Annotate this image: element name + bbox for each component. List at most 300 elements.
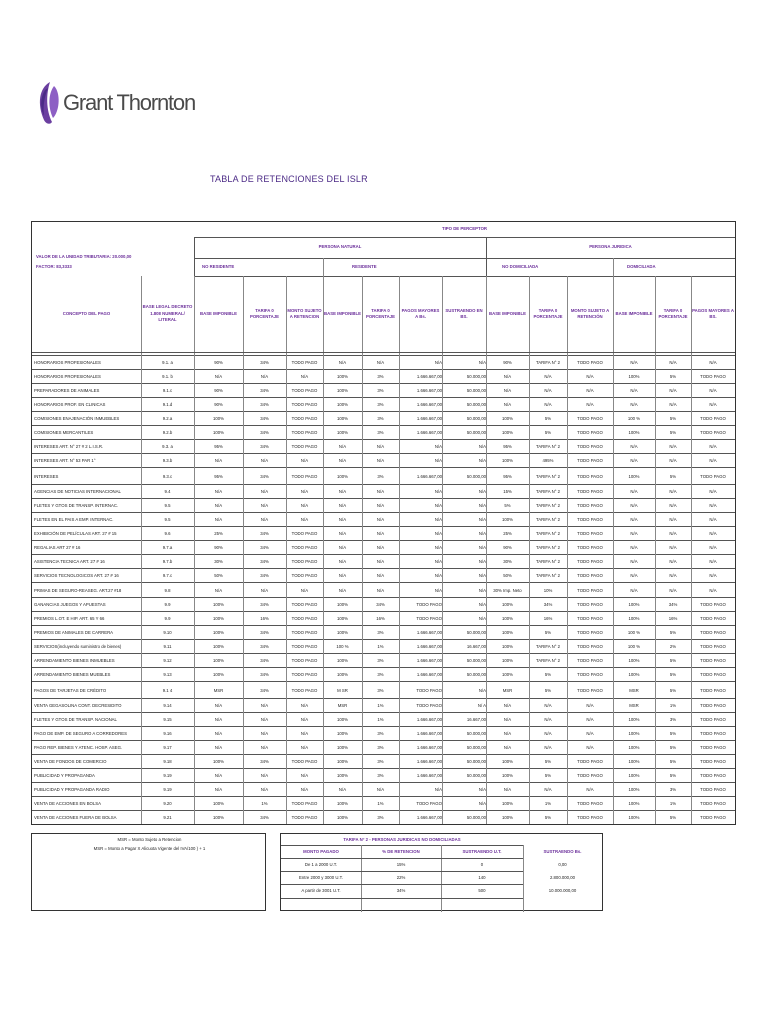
table-cell: N/A [669, 402, 677, 407]
table-cell: N/A [630, 573, 638, 578]
table-cell: N/A [586, 717, 594, 722]
table-cell: 5% [669, 374, 677, 379]
table-cell: N/A [586, 703, 594, 708]
table-cell: N/A [478, 489, 486, 494]
table-row [32, 740, 735, 754]
table-cell: N/A [214, 787, 223, 792]
table-cell: 34% [543, 602, 553, 607]
table-cell: TODO PAGO [291, 402, 318, 407]
table-cell: 90% [214, 402, 223, 407]
table-cell: N/A [214, 717, 223, 722]
table-cell: 100% [628, 759, 640, 764]
table-cell: 50.000,00 [466, 416, 486, 421]
table-cell: 9.12 [163, 658, 172, 663]
table-cell: 100% [502, 759, 513, 764]
persona-natural-header: PERSONA NATURAL [318, 244, 362, 250]
table-cell: N/A [669, 503, 677, 508]
table-cell: 1.666.667,00 [416, 759, 442, 764]
table-cell: 34% [260, 444, 269, 449]
concepto-cell: INTERESES ART. N° 53 PAR 1° [34, 458, 96, 463]
table-cell: 100% [628, 602, 640, 607]
column-header: MONTO SUJETO A RETENCIÓN [570, 307, 610, 319]
tarifa-2-cell: A partir de 3001 U.T. [301, 888, 341, 893]
table-cell: N/A [376, 360, 385, 365]
table-cell: N/A [338, 573, 347, 578]
table-cell: 100 % [336, 644, 349, 649]
table-cell: 100% [213, 630, 224, 635]
table-row [32, 726, 735, 740]
table-cell: N/A [586, 731, 594, 736]
table-cell: N/A [338, 787, 347, 792]
table-cell: TODO PAGO [291, 416, 318, 421]
table-cell: 100% [213, 759, 224, 764]
table-cell: 50.000,00 [466, 773, 486, 778]
table-cell: N/A [478, 458, 486, 463]
table-cell: 1.666.667,00 [416, 402, 442, 407]
table-cell: 5% [669, 430, 677, 435]
table-cell: 34% [260, 559, 269, 564]
table-row [32, 611, 735, 625]
table-row [32, 383, 735, 397]
table-cell: MSR [502, 687, 513, 693]
table-cell: N/A [434, 587, 442, 593]
table-cell: 34% [260, 658, 269, 663]
table-cell: N/A [669, 458, 677, 463]
table-cell: N/A [709, 388, 717, 393]
table-cell: 100% [628, 815, 640, 820]
table-cell: 100% [502, 801, 513, 806]
table-cell: 100% [337, 745, 348, 750]
table-cell: N/A [260, 587, 269, 593]
table-row [32, 540, 735, 554]
table-cell: N/A [669, 559, 677, 564]
table-cell: TODO PAGO [577, 602, 603, 607]
table-cell: 100% [337, 416, 348, 421]
note-msr-definition: MSR = Monto Sujeto a Retencion [117, 837, 182, 842]
table-row [32, 810, 735, 824]
table-cell: N/A [338, 503, 347, 508]
table-cell: TODO PAGO [700, 374, 726, 379]
table-cell: N/A [376, 517, 385, 522]
table-cell: N/A [300, 745, 309, 750]
table-cell: N/A [709, 402, 717, 407]
table-cell: 5% [544, 687, 552, 693]
column-header: BASE IMPONIBLE [324, 310, 362, 316]
table-cell: N/A [260, 517, 269, 522]
table-cell: 9.20 [163, 801, 172, 806]
table-cell: TODO PAGO [291, 573, 318, 578]
table-cell: 95% [214, 444, 223, 449]
tarifa-2-column-header: MONTO PAGADO [303, 849, 339, 854]
table-cell: N/A [376, 444, 385, 449]
table-cell: N/ A [477, 703, 486, 708]
table-cell: N/A [300, 787, 309, 792]
factor-label: FACTOR: 83,3333 [36, 263, 72, 269]
table-cell: N/A [376, 531, 385, 536]
table-cell: 50% [503, 573, 512, 578]
table-cell: 95% [503, 444, 512, 449]
table-cell: TODO PAGO [577, 559, 603, 564]
table-cell: 3% [377, 402, 384, 407]
table-cell: 9.1.c [162, 388, 173, 393]
table-cell: N/A [338, 517, 347, 522]
table-cell: 9.16 [163, 731, 172, 736]
table-cell: MSR [629, 703, 639, 708]
tipo-perceptor-header: TIPO DE PERCEPTOR [441, 226, 488, 232]
table-cell: 34% [260, 602, 269, 607]
persona-juridica-header: PERSONA JURIDICA [589, 244, 632, 250]
table-cell: 9.5 [164, 517, 171, 522]
table-cell: TODO PAGO [700, 430, 726, 435]
table-cell: 100% [337, 658, 348, 663]
table-cell: TARIFA N° 2 [535, 360, 561, 365]
concepto-cell: PRIMAS DE SEGURO-REASEG. ART.27 #18 [34, 587, 122, 593]
table-cell: TODO PAGO [700, 759, 726, 764]
column-header: TARIFA 0 PORCENTAJE [365, 307, 396, 319]
table-cell: 100% [502, 644, 513, 649]
table-cell: TODO PAGO [577, 616, 603, 621]
table-cell: N/A [478, 503, 486, 508]
table-row [32, 796, 735, 810]
table-row [32, 712, 735, 726]
concepto-cell: SERVICIOS(incluyendo suministro de bienes) [34, 644, 122, 649]
concepto-cell: PUBLICIDAD Y PROPAGANDA [34, 773, 95, 778]
table-cell: TODO PAGO [291, 815, 318, 820]
table-cell: N/A [503, 703, 512, 708]
table-cell: 34% [260, 473, 269, 479]
table-cell: N/A [544, 717, 552, 722]
table-row [32, 512, 735, 526]
table-cell: 100% [213, 815, 224, 820]
table-cell: N/A [669, 360, 677, 365]
tarifa-2-cell: 500 [478, 888, 486, 893]
table-cell: N/A [630, 531, 638, 536]
table-cell: N/A [338, 458, 347, 463]
column-header: BASE IMPONIBLE [488, 310, 526, 316]
no-domiciliada-header: NO DOMICILIADA [502, 263, 539, 269]
table-cell: TODO PAGO [291, 616, 318, 621]
table-cell: N/A [478, 801, 486, 806]
table-cell: N/A [544, 787, 552, 792]
table-row [32, 397, 735, 411]
table-row [32, 639, 735, 653]
table-cell: N/A [338, 444, 347, 449]
grant-thornton-mark-icon [36, 80, 62, 126]
table-cell: 5% [669, 416, 677, 421]
table-row [32, 484, 735, 498]
table-row [32, 355, 735, 369]
table-row [32, 653, 735, 667]
table-cell: 34% [260, 815, 269, 820]
table-cell: 100% [213, 644, 224, 649]
concepto-column-header: CONCEPTO DEL PAGO [62, 310, 111, 316]
column-header: SUSTRAENDO EN BS. [445, 307, 483, 319]
table-cell: 34% [260, 630, 269, 635]
table-cell: N/A [478, 687, 486, 693]
table-cell: 100% [213, 658, 224, 663]
table-cell: TODO PAGO [291, 360, 318, 365]
table-cell: 34% [260, 430, 269, 435]
table-cell: 9.9 [164, 616, 171, 621]
table-cell: 100% [337, 602, 348, 607]
table-cell: MSR [629, 687, 639, 693]
table-cell: N/A [709, 517, 717, 522]
table-cell: TODO PAGO [577, 545, 603, 550]
concepto-cell: HONORARIOS PROFESIONALES [34, 374, 101, 379]
table-cell: 3% [669, 787, 677, 792]
table-cell: 100% [337, 402, 348, 407]
table-cell: 3% [377, 731, 384, 736]
table-cell: N/A [586, 745, 594, 750]
table-cell: 1.666.667,00 [416, 430, 442, 435]
table-cell: 100% [628, 672, 640, 677]
table-cell: N/A [434, 531, 442, 536]
table-cell: N/A [709, 503, 717, 508]
table-cell: N/A [709, 573, 717, 578]
table-cell: 9.14 [163, 703, 172, 708]
table-cell: TODO PAGO [291, 630, 318, 635]
table-cell: 100% [628, 616, 640, 621]
concepto-cell: PUBLICIDAD Y PROPAGANDA RADIO [34, 787, 110, 792]
unidad-tributaria-label: VALOR DE LA UNIDAD TRIBUTARIA: 20.000,00 [36, 253, 132, 259]
table-cell: TARIFA N° 2 [535, 573, 561, 578]
table-cell: N/A [630, 517, 638, 522]
concepto-cell: COMISIONES ENAJENACIÓN INMUEBLES [34, 416, 120, 421]
table-cell: TODO PAGO [577, 815, 603, 820]
table-cell: 15% [503, 489, 512, 494]
table-cell: 9.17 [163, 745, 172, 750]
table-cell: N/A [434, 444, 442, 449]
table-row [32, 467, 735, 484]
table-cell: 50.000,00 [466, 759, 486, 764]
table-cell: TODO PAGO [291, 388, 318, 393]
grant-thornton-logo [36, 78, 195, 130]
tarifa-2-cell: 22% [396, 875, 406, 880]
table-cell: 100% [337, 672, 348, 677]
table-cell: N/A [630, 559, 638, 564]
table-cell: 34% [668, 602, 678, 607]
table-cell: N/A [669, 517, 677, 522]
table-cell: TODO PAGO [577, 658, 603, 663]
table-cell: 5% [669, 745, 677, 750]
table-cell: N/A [503, 388, 512, 393]
table-cell: N/A [669, 545, 677, 550]
table-cell: 50.000,00 [466, 473, 486, 479]
table-cell: N/A [376, 458, 385, 463]
table-cell: N/A [300, 374, 309, 379]
table-row [32, 453, 735, 467]
notes-box [31, 833, 266, 911]
table-cell: 100% [213, 672, 224, 677]
base-legal-column-header: BASE LEGAL DECRETO 1.808 NUMERAL/ LITERAL [142, 304, 193, 323]
tarifa-2-table [280, 833, 603, 911]
table-cell: N/A [709, 458, 717, 463]
table-cell: TARIFA N° 2 [535, 503, 561, 508]
table-cell: N/A [260, 703, 269, 708]
table-cell: 9.15 [163, 717, 172, 722]
table-cell: N/A [300, 717, 309, 722]
table-cell: 9.1 4 [162, 687, 173, 693]
table-cell: N/A [709, 531, 717, 536]
table-cell: 9.7.a [162, 545, 173, 550]
table-cell: TODO PAGO [700, 602, 726, 607]
table-cell: 1.666.667,00 [416, 672, 442, 677]
table-cell: 1.666.667,00 [416, 745, 442, 750]
table-cell: MSR [337, 703, 348, 708]
table-cell: 34% [260, 416, 269, 421]
table-cell: TODO PAGO [416, 616, 442, 621]
table-cell: 9.21 [163, 815, 172, 820]
table-cell: 50.000,00 [466, 658, 486, 663]
table-cell: N/A [503, 717, 512, 722]
table-cell: 9.11 [163, 644, 172, 649]
table-cell: 100% [502, 430, 513, 435]
table-cell: 100% [628, 801, 640, 806]
table-cell: 5% [544, 672, 552, 677]
table-cell: 9.3. a [162, 444, 173, 449]
table-cell: 100% [502, 616, 513, 621]
table-cell: N/A [709, 444, 717, 449]
table-cell: 1.666.667,00 [416, 374, 442, 379]
table-cell: 100% [213, 602, 224, 607]
tarifa-2-column-header: SUSTRAENDO U.T. [462, 849, 502, 854]
table-cell: 100 % [627, 416, 641, 421]
table-row [32, 582, 735, 597]
table-cell: 9.6 [164, 531, 171, 536]
table-cell: TODO PAGO [291, 430, 318, 435]
table-cell: N/A [300, 731, 309, 736]
table-cell: 16% [376, 616, 385, 621]
table-cell: 9.1.d [162, 402, 173, 407]
table-cell: N/A [260, 731, 269, 736]
table-cell: 34% [260, 388, 269, 393]
table-cell: 1.666.667,00 [416, 630, 442, 635]
table-cell: 3% [377, 374, 384, 379]
table-cell: N/A [478, 616, 486, 621]
tarifa-2-cell: 15% [396, 862, 406, 867]
table-cell: 5% [504, 503, 511, 508]
table-cell: 5% [669, 658, 677, 663]
table-cell: TODO PAGO [291, 759, 318, 764]
table-cell: TODO PAGO [577, 630, 603, 635]
table-cell: N/A [478, 517, 486, 522]
concepto-cell: AGENCIAS DE NOTICIAS INTERNACIONAL [34, 489, 121, 494]
table-cell: 3% [377, 416, 384, 421]
table-row [32, 568, 735, 582]
table-cell: TARIFA N° 2 [535, 531, 561, 536]
tarifa-2-cell: 34% [396, 888, 406, 893]
concepto-cell: ASISTENCIA TECNICA ART. 27 # 16 [34, 559, 105, 564]
table-cell: N/A [214, 745, 223, 750]
table-cell: 1% [669, 703, 677, 708]
table-cell: 5% [544, 815, 552, 820]
table-cell: 50.000,00 [466, 374, 486, 379]
column-header: TARIFA 0 PORCENTAJE [533, 307, 563, 319]
tarifa-2-cell: 10.000.000,00 [548, 888, 577, 893]
table-cell: 9.3.c [162, 473, 173, 479]
tarifa-2-cell: 2.800.000,00 [549, 875, 576, 880]
tarifa-2-column-header: % DE RETENCION [382, 849, 420, 854]
table-cell: N/A [214, 374, 223, 379]
table-cell: 100% [628, 717, 640, 722]
table-cell: 9.13 [163, 672, 172, 677]
table-cell: TODO PAGO [700, 658, 726, 663]
table-cell: TODO PAGO [700, 773, 726, 778]
tarifa-2-cell: 0 [480, 862, 484, 867]
table-cell: N/A [630, 587, 638, 593]
table-cell: 9.2.b [162, 430, 173, 435]
table-cell: 34% [260, 644, 269, 649]
table-cell: N/A [544, 731, 552, 736]
document-title: TABLA DE RETENCIONES DEL ISLR [210, 174, 368, 184]
table-cell: N/A [478, 573, 486, 578]
table-cell: N/A [300, 458, 309, 463]
table-cell: 50.000,00 [466, 388, 486, 393]
table-cell: N/A [376, 489, 385, 494]
table-cell: N/A [586, 388, 594, 393]
table-cell: N/A [434, 517, 442, 522]
table-cell: 1.666.667,00 [416, 416, 442, 421]
table-cell: TODO PAGO [577, 458, 603, 463]
table-cell: MSR [213, 687, 224, 693]
table-cell: N/A [338, 545, 347, 550]
table-row [32, 498, 735, 512]
concepto-cell: PAGOS DE TARJETAS DE CRÉDITO [34, 687, 107, 693]
table-cell: N/A [503, 731, 512, 736]
table-cell: N/A [669, 489, 677, 494]
concepto-cell: PAGO REP. BIENES Y ATENC. HOSP. ASEG. [34, 745, 123, 750]
tarifa-2-title: TARIFA N° 2 - PERSONAS JURIDICAS NO DOMICILIADAS [281, 834, 523, 846]
table-cell: N/A [300, 773, 309, 778]
table-cell: 100% [628, 473, 640, 479]
table-cell: 34% [260, 573, 269, 578]
column-header: MONTO SUJETO A RETENCION [287, 307, 322, 319]
table-cell: N/A [260, 787, 269, 792]
table-cell: N/A [260, 717, 269, 722]
table-cell: N/A [434, 573, 442, 578]
table-cell: 30% [503, 559, 512, 564]
table-cell: N/A [586, 787, 594, 792]
table-cell: 50.000,00 [466, 630, 486, 635]
table-cell: 3% [377, 773, 384, 778]
concepto-cell: PAGO DE EMP. DE SEGURO A CORREDORES [34, 731, 127, 736]
table-cell: N/A [376, 587, 385, 593]
table-cell: 100% [337, 430, 348, 435]
table-cell: 5% [669, 473, 677, 479]
table-cell: 9.3.b [162, 458, 173, 463]
table-cell: 100% [337, 388, 348, 393]
table-cell: 25% [214, 531, 223, 536]
table-row [32, 667, 735, 681]
tarifa-2-cell: 140 [478, 875, 486, 880]
table-cell: TODO PAGO [291, 602, 318, 607]
table-cell: TODO PAGO [577, 517, 603, 522]
table-cell: 34% [260, 672, 269, 677]
table-cell: TODO PAGO [291, 801, 318, 806]
table-cell: N/A [214, 587, 223, 593]
table-cell: N/A [260, 489, 269, 494]
table-cell: N/A [630, 503, 638, 508]
table-cell: TARIFA N° 2 [535, 559, 561, 564]
table-cell: N/A [300, 703, 309, 708]
table-cell: 95% [214, 473, 223, 479]
table-cell: 9.5 [164, 503, 171, 508]
column-header: TARIFA 0 PORCENTAJE [249, 307, 280, 319]
table-cell: 1.666.667,00 [416, 815, 442, 820]
table-cell: 100% [628, 430, 640, 435]
concepto-cell: PREMIOS L.OT. E HIP. ART. 65 Y 66 [34, 616, 105, 621]
table-cell: N/A [376, 573, 385, 578]
